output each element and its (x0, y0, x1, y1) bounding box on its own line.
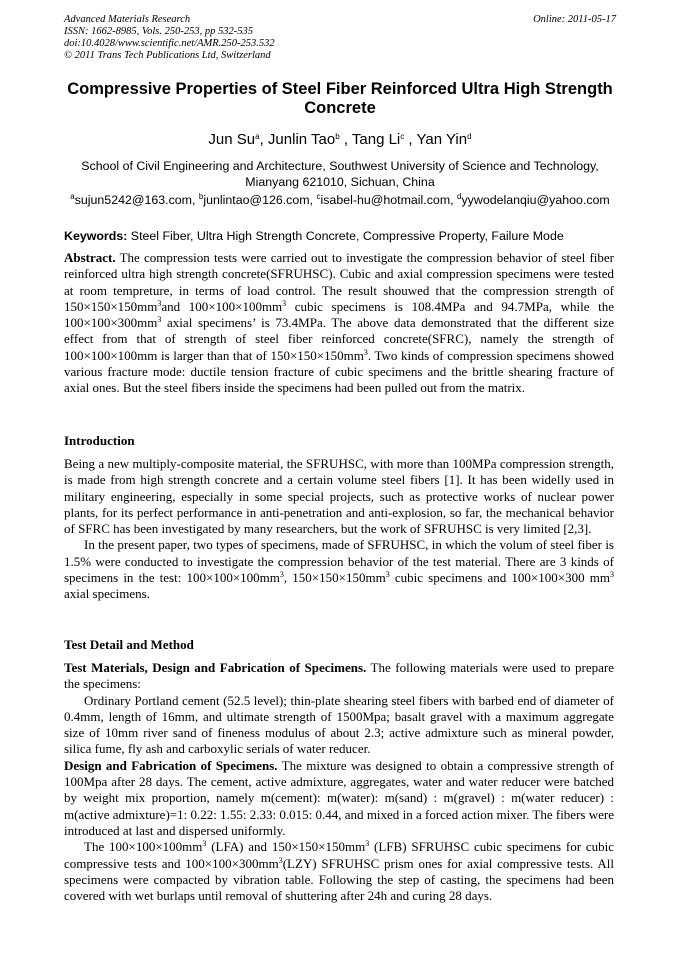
author: Yan Yin (416, 131, 468, 148)
text-run: and 100×100×100mm (161, 298, 283, 314)
author-mark: a (255, 132, 260, 141)
text-run: (LFA) and 150×150×150mm (206, 839, 366, 855)
text-run: In the present paper, two types of specimens, made of SFRUHSC, in which the volum of steel fiber is 1.5% were conducted to investigate the compression behavior of the test material. There are 3 kinds of specimens in the test: 100×100×100mm (64, 537, 614, 586)
superscript: 3 (610, 570, 614, 580)
superscript: 3 (282, 298, 287, 308)
email-mark: c (316, 192, 321, 201)
introduction-body (64, 456, 614, 603)
online-date: Online: 2011-05-17 (533, 14, 616, 25)
superscript: 3 (363, 347, 368, 357)
section-heading-introduction: Introduction (64, 433, 135, 448)
email-mark: a (70, 192, 75, 201)
copyright: © 2011 Trans Tech Publications Ltd, Switzerland (64, 50, 271, 61)
email-list: $^a$sujun5242@163.com, $^b$junlintao@126.com, $^c$isabel-hu@hotmail.com, $^d$yywodelanqiu@yahoo.com (70, 192, 610, 207)
method-body (64, 660, 614, 904)
paragraph (64, 537, 614, 602)
paper-title: Compressive Properties of Steel Fiber Reinforced Ultra High Strength Concrete (67, 80, 613, 117)
text-run: . Two kinds of compression specimens showed various fracture mode: ductile tension fracture of cubic specimens and the brittle shearing fracture of axial ones. But the steel fibers inside the specimens had been pulled out from the matrix. (64, 347, 614, 396)
text-run: The 100×100×100mm (84, 839, 203, 855)
paragraph (64, 660, 614, 693)
text-run: The following materials were used to prepare the specimens: (64, 660, 615, 692)
keywords-label: Keywords: (64, 229, 128, 243)
doi: doi:10.4028/www.scientific.net/AMR.250-253.532 (64, 38, 275, 49)
email-mark: d (457, 192, 462, 201)
email-mark: b (198, 192, 204, 201)
abstract-paragraph (64, 250, 614, 397)
email-link[interactable]: junlintao@126.com (203, 193, 310, 207)
text-run: , 150×150×150mm (283, 570, 386, 586)
affiliation-line: School of Civil Engineering and Architecture, Southwest University of Science and Technology, (81, 159, 599, 173)
author-mark: c (400, 132, 405, 141)
email-link[interactable]: sujun5242@163.com (74, 193, 192, 207)
superscript: 3 (157, 315, 162, 325)
superscript: 3 (278, 855, 283, 865)
author: Tang Li (351, 131, 401, 148)
affiliation-line: Mianyang 621010, Sichuan, China (245, 174, 435, 189)
text-run: axial specimens’ is 73.4MPa. The above data demonstrated that the different size effect from that of strength of steel fiber reinforced concrete(SFRC), namely the strength of 100×100×100mm is larger than that of 150×150×150mm (64, 315, 614, 363)
section-heading-method: Test Detail and Method (64, 637, 194, 652)
superscript: 3 (202, 839, 207, 849)
run-in-heading: Design and Fabrication of Specimens. (64, 757, 278, 773)
email-link[interactable]: yywodelanqiu@yahoo.com (461, 193, 610, 207)
affiliation (64, 159, 616, 190)
text-run: cubic specimens and 100×100×300 mm (389, 570, 610, 586)
text-run: Ordinary Portland cement (52.5 level); thin-plate shearing steel fibers with barbed end of diameter of 0.4mm, length of 16mm, and ultimate strength of 1500Mpa; basalt gravel with a maximum aggregate size of 10mm river sand of fineness modulus of about 2.3; active admixture such as mineral powder, silica fume, fly ash and carboxylic serials of water reducer. (64, 692, 614, 757)
text-run: (LFB) SFRUHSC cubic specimens for cubic compressive tests and 100×100×300mm (64, 839, 614, 871)
author: Junlin Tao (267, 131, 336, 148)
paragraph (64, 839, 614, 904)
keywords-text: Steel Fiber, Ultra High Strength Concrete, Compressive Property, Failure Mode (127, 229, 564, 243)
run-in-heading: Abstract. (64, 250, 116, 265)
paragraph (64, 456, 614, 537)
paragraph (64, 758, 614, 839)
author-mark: d (467, 132, 472, 141)
author-list: Jun Su$^a$, Junlin Tao$^b$ , Tang Li$^c$ , Yan Yin$^d$ (208, 131, 472, 148)
superscript: 3 (157, 298, 162, 308)
email-link[interactable]: isabel-hu@hotmail.com (320, 193, 451, 207)
paragraph (64, 693, 614, 758)
author-mark: b (335, 132, 340, 141)
journal-header (64, 14, 616, 62)
text-run: Being a new multiply-composite material, the SFRUHSC, with more than 100MPa compression strength, is made from high strength concrete and a certain volume steel fibers [1]. It has been widelly used in military engineering, especially in some special projects, such as protective works of nuclear power plants, for its perfect performance in anti-penetration and anti-explosion, so far, the mechanical behavior of SFRC has been investigated by many researchers, but the work of SFRUHSC is very limited [2,3]. (64, 456, 614, 537)
text-run: The compression tests were carried out to investigate the compression behavior of steel fiber reinforced ultra high strength concrete(SFRUHSC). Cubic and axial compression specimens were tested at room tempreture, in terms of load control. The result shouwed that the compression strength of 150×150×150mm (64, 250, 614, 314)
journal-name: Advanced Materials Research (64, 14, 191, 25)
text-run: (LZY) SFRUHSC prism ones for axial compressive tests. All specimens were compacted by vibration table. Following the step of casting, the specimens had been covered with wet burlaps until removal of shuttering after 24h and curing 28 days. (64, 855, 615, 904)
superscript: 3 (385, 570, 390, 580)
text-run: The mixture was designed to obtain a compressive strength of 100Mpa after 28 days. The cement, active admixture, aggregates, water and water reducer were batched by weight mix proportion, namely m(cement): m(water): m(sand) : m(gravel) : m(water reducer) : m(active admixture)=1: 0.22: 1.55: 2.33: 0.015: 0.44, and mixed in a forced action mixer. The fibers were introduced at last and dispersed uniformly. (64, 757, 615, 838)
issn: ISSN: 1662-8985, Vols. 250-253, pp 532-535 (64, 26, 253, 37)
text-run: cubic specimens is 108.4MPa and 94.7MPa, while the 100×100×300mm (64, 298, 614, 331)
superscript: 3 (365, 839, 370, 849)
abstract (64, 250, 614, 397)
author: Jun Su (208, 131, 256, 148)
text-run: axial specimens. (64, 586, 150, 602)
keywords (64, 229, 616, 243)
run-in-heading: Test Materials, Design and Fabrication of Specimens. (64, 660, 367, 675)
superscript: 3 (279, 570, 284, 580)
